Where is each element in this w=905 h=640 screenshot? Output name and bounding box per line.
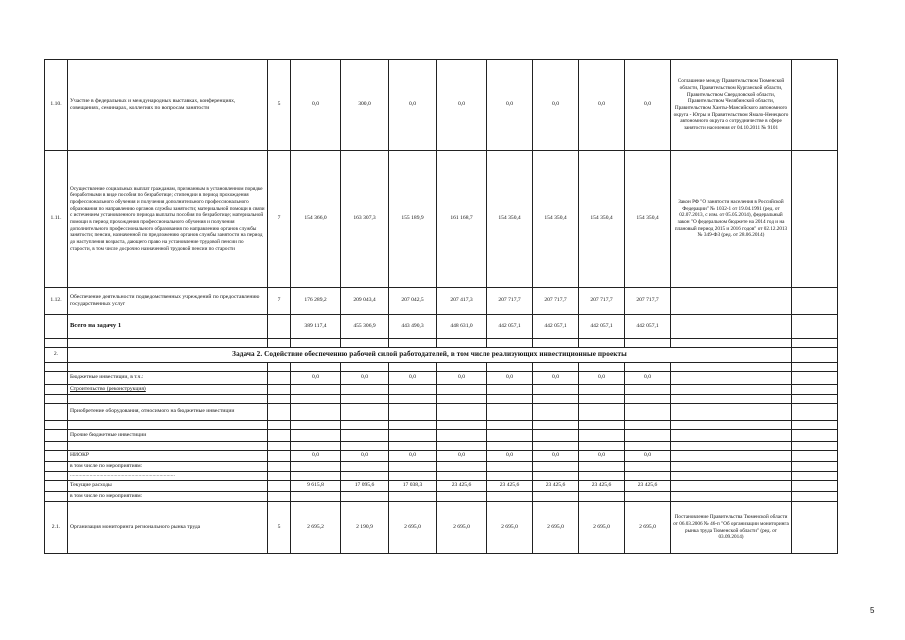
row-code: 5 bbox=[268, 502, 291, 554]
value-cell: 0,0 bbox=[533, 451, 579, 462]
value-cell: 0,0 bbox=[625, 60, 671, 151]
row-name: в том числе по мероприятиям: bbox=[68, 492, 268, 502]
value-cell: 0,0 bbox=[437, 451, 487, 462]
value-cell: 448 631,0 bbox=[437, 315, 487, 339]
row-name: Бюджетные инвестиции, в т.ч.: bbox=[68, 372, 268, 385]
value-cell: 2 695,0 bbox=[487, 502, 533, 554]
value-cell: 442 057,1 bbox=[625, 315, 671, 339]
row-number: 1.12. bbox=[45, 288, 68, 315]
value-cell: 442 057,1 bbox=[533, 315, 579, 339]
value-cell: 209 043,4 bbox=[341, 288, 389, 315]
row-name: Текущие расходы bbox=[68, 481, 268, 492]
value-cell: 2 695,0 bbox=[437, 502, 487, 554]
task-number: 2. bbox=[45, 348, 68, 363]
value-cell: 0,0 bbox=[389, 60, 437, 151]
value-cell: 9 615,8 bbox=[291, 481, 341, 492]
value-cell: 0,0 bbox=[291, 451, 341, 462]
row-name: в том числе по мероприятиям: bbox=[68, 462, 268, 472]
total-label: Всего на задачу 1 bbox=[68, 315, 268, 339]
value-cell: 0,0 bbox=[291, 60, 341, 151]
value-cell: 389 117,4 bbox=[291, 315, 341, 339]
value-cell: 17 038,3 bbox=[389, 481, 437, 492]
table-row bbox=[45, 481, 838, 492]
value-cell: 300,0 bbox=[341, 60, 389, 151]
value-cell: 0,0 bbox=[389, 372, 437, 385]
row-number: 1.10. bbox=[45, 60, 68, 151]
value-cell: 0,0 bbox=[437, 372, 487, 385]
value-cell: 23 425,6 bbox=[487, 481, 533, 492]
value-cell: 0,0 bbox=[533, 60, 579, 151]
row-name: Организация мониторинга регионального рынка труда bbox=[68, 502, 268, 554]
value-cell: 2 695,0 bbox=[625, 502, 671, 554]
table-row bbox=[45, 430, 838, 442]
value-cell: 23 425,6 bbox=[625, 481, 671, 492]
value-cell: 23 425,6 bbox=[533, 481, 579, 492]
value-cell: 154 350,4 bbox=[533, 151, 579, 288]
value-cell: 0,0 bbox=[291, 372, 341, 385]
value-cell: 2 190,9 bbox=[341, 502, 389, 554]
page-number: 5 bbox=[870, 606, 875, 615]
table-row bbox=[45, 462, 838, 472]
legal-basis: Соглашение между Правительством Тюменской области, Правительством Курганской области, Правительством Свердловской области, Правительством Челябинской области, Правительством Ханты-Мансийского автономного округа - Югры и Правительством Ямало-Ненецкого автономного округа о сотрудничестве в сфере занятости населения от 04.10.2011 № 9101 bbox=[671, 60, 792, 151]
row-name: НИОКР bbox=[68, 451, 268, 462]
total-row bbox=[45, 315, 838, 339]
table-row bbox=[45, 288, 838, 315]
value-cell: 207 042,5 bbox=[389, 288, 437, 315]
task-header-row bbox=[45, 348, 838, 363]
value-cell: 207 717,7 bbox=[533, 288, 579, 315]
value-cell: 0,0 bbox=[579, 451, 625, 462]
value-cell: 207 717,7 bbox=[625, 288, 671, 315]
table-row bbox=[45, 372, 838, 385]
task-title: Задача 2. Содействие обеспечению рабочей силой работодателей, в том числе реализующих инвестиционные проекты bbox=[68, 348, 792, 363]
value-cell: 0,0 bbox=[341, 372, 389, 385]
table-row bbox=[45, 472, 838, 481]
program-table bbox=[44, 59, 838, 554]
value-cell: 0,0 bbox=[625, 451, 671, 462]
value-cell: 207 717,7 bbox=[487, 288, 533, 315]
row-number: 1.11. bbox=[45, 151, 68, 288]
value-cell: 207 717,7 bbox=[579, 288, 625, 315]
value-cell: 0,0 bbox=[487, 60, 533, 151]
value-cell: 0,0 bbox=[579, 372, 625, 385]
legal-basis: Постановление Правительства Тюменской области от 06.03.2006 № 46-п "Об организации мониторинга рынка труда Тюменской области" (ред. от 03.09.2014) bbox=[671, 502, 792, 554]
value-cell: 455 306,9 bbox=[341, 315, 389, 339]
row-name: Участие в федеральных и международных выставках, конференциях, совещаниях, семинарах, коллегиях по вопросам занятости bbox=[68, 60, 268, 151]
table-row bbox=[45, 404, 838, 421]
value-cell: 442 057,1 bbox=[487, 315, 533, 339]
row-code: 7 bbox=[268, 288, 291, 315]
table-row bbox=[45, 151, 838, 288]
value-cell: 176 289,2 bbox=[291, 288, 341, 315]
legal-basis: Закон РФ "О занятости населения в Российской Федерации" № 1032-1 от 19.04.1991 (ред. от 02.07.2013, с изм. от 05.05.2014), федеральный закон "О федеральном бюджете на 2014 год и на плановый период 2015 и 2016 годов" от 02.12.2013 № 349-ФЗ (ред. от 28.06.2014) bbox=[671, 151, 792, 288]
value-cell: 442 057,1 bbox=[579, 315, 625, 339]
row-name: Обеспечение деятельности подведомственных учреждений по предоставлению государственных услуг bbox=[68, 288, 268, 315]
row-name: Приобретение оборудования, относимого на бюджетные инвестиции bbox=[68, 404, 268, 421]
row-code: 7 bbox=[268, 151, 291, 288]
row-name: Прочие бюджетные инвестиции bbox=[68, 430, 268, 442]
row-number: 2.1. bbox=[45, 502, 68, 554]
table-row bbox=[45, 451, 838, 462]
value-cell: 23 425,6 bbox=[579, 481, 625, 492]
table-row bbox=[45, 492, 838, 502]
row-name: Строительство (реконструкция) bbox=[68, 385, 268, 395]
value-cell: 207 417,3 bbox=[437, 288, 487, 315]
value-cell: 0,0 bbox=[579, 60, 625, 151]
table-row bbox=[45, 385, 838, 395]
value-cell: 2 695,0 bbox=[389, 502, 437, 554]
table-row bbox=[45, 60, 838, 151]
value-cell: 161 168,7 bbox=[437, 151, 487, 288]
value-cell: 154 366,0 bbox=[291, 151, 341, 288]
placeholder-dots: ........................................................................... bbox=[68, 472, 268, 481]
value-cell: 443 490,3 bbox=[389, 315, 437, 339]
value-cell: 2 695,2 bbox=[291, 502, 341, 554]
row-code: 5 bbox=[268, 60, 291, 151]
value-cell: 0,0 bbox=[487, 372, 533, 385]
value-cell: 163 307,3 bbox=[341, 151, 389, 288]
value-cell: 23 425,6 bbox=[437, 481, 487, 492]
value-cell: 0,0 bbox=[625, 372, 671, 385]
value-cell: 0,0 bbox=[533, 372, 579, 385]
value-cell: 0,0 bbox=[487, 451, 533, 462]
value-cell: 2 695,0 bbox=[533, 502, 579, 554]
value-cell: 2 695,0 bbox=[579, 502, 625, 554]
value-cell: 154 350,4 bbox=[487, 151, 533, 288]
value-cell: 17 095,6 bbox=[341, 481, 389, 492]
value-cell: 154 350,4 bbox=[579, 151, 625, 288]
value-cell: 0,0 bbox=[437, 60, 487, 151]
value-cell: 0,0 bbox=[389, 451, 437, 462]
value-cell: 154 350,4 bbox=[625, 151, 671, 288]
value-cell: 155 189,9 bbox=[389, 151, 437, 288]
table-row bbox=[45, 502, 838, 554]
value-cell: 0,0 bbox=[341, 451, 389, 462]
row-name: Осуществление социальных выплат гражданам, признанным в установленном порядке безработными в виде пособия по безработице; стипендии в период прохождения профессионального обучения и получения дополнительного профессионального образования по направлению органов службы занятости; материальной помощи в связи с истечением установленного периода выплаты пособия по безработице; материальной помощи в период прохождения профессионального обучения и получения дополнительного профессионального образования по направлению органов службы занятости; пенсии, назначенной по предложению органов службы занятости на период до наступления возраста, дающего право на установление трудовой пенсии по старости, в том числе досрочно назначенной трудовой пенсии по старости bbox=[68, 151, 268, 288]
